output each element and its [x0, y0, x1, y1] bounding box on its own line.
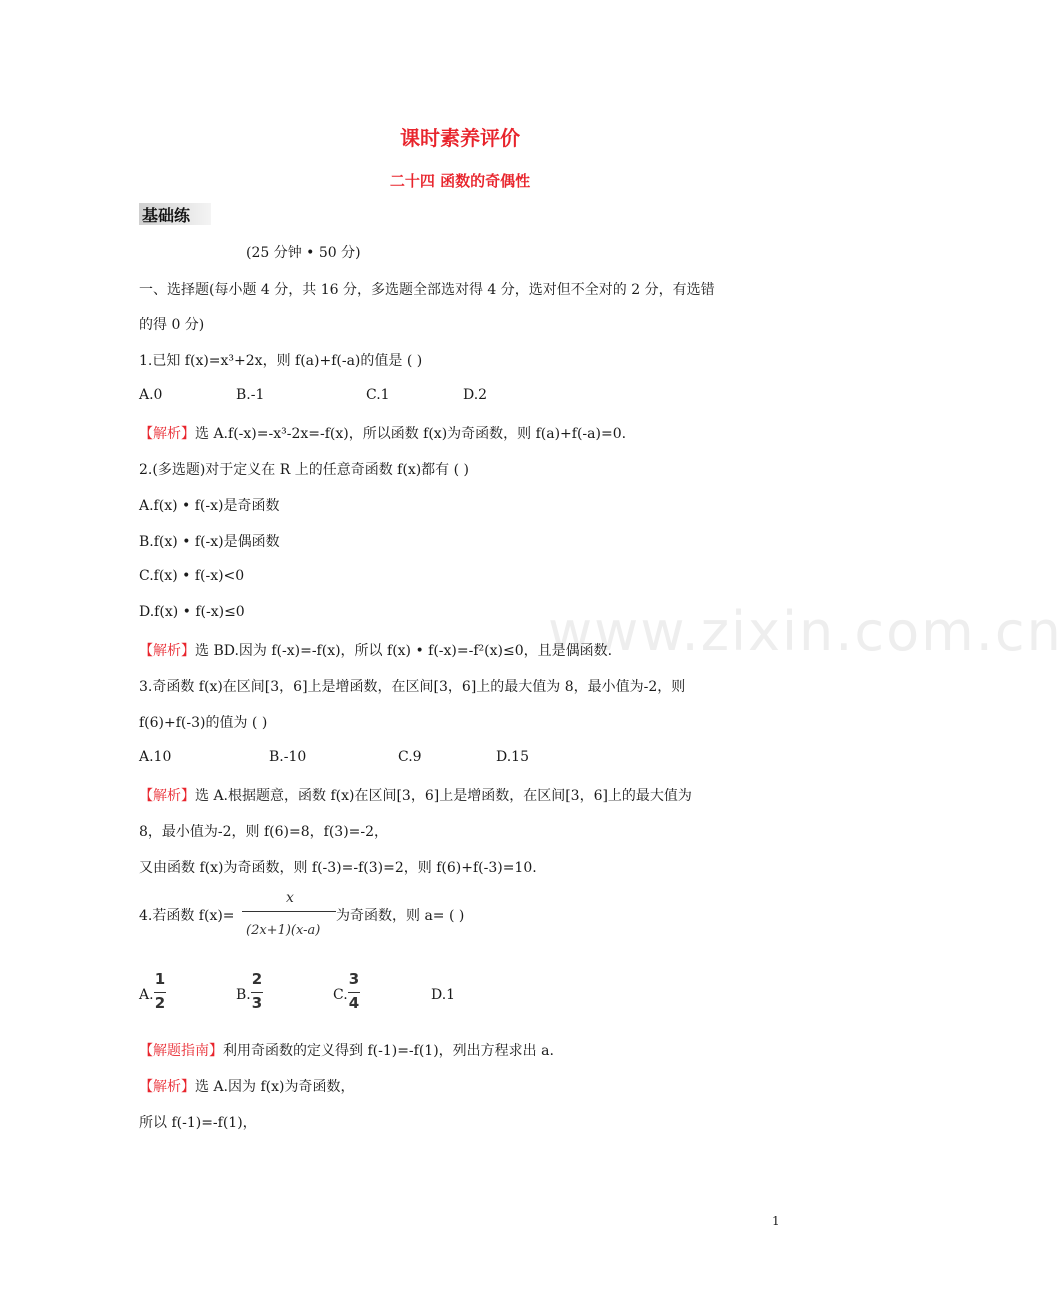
q3-option-d: D.15 [496, 749, 529, 765]
q4-fraction-numerator: x [286, 890, 294, 906]
q4-option-d: D.1 [431, 987, 456, 1003]
q1-stem: 1.已知 f(x)=x³+2x，则 f(a)+f(-a)的值是 ( ) [139, 353, 423, 369]
analysis-tag: 【解析】 [139, 643, 195, 659]
page-subtitle: 二十四 函数的奇偶性 [389, 172, 531, 190]
instructions-line2: 的得 0 分) [139, 317, 205, 333]
q4-option-b-label: B. [236, 987, 251, 1003]
q3-option-c: C.9 [398, 749, 422, 765]
q4-stem-suffix: 为奇函数，则 a= ( ) [336, 908, 465, 924]
q2-analysis [139, 640, 612, 660]
q3-analysis-line3: 又由函数 f(x)为奇函数，则 f(-3)=-f(3)=2，则 f(6)+f(-3)=10. [139, 860, 537, 876]
q4-option-a-bar [154, 992, 166, 993]
q4-stem-prefix: 4.若函数 f(x)= [139, 908, 235, 924]
section-label: 基础练 [142, 206, 191, 225]
q4-option-a-num: 1 [154, 970, 166, 988]
q3-analysis-line2: 8，最小值为-2，则 f(6)=8，f(3)=-2， [139, 824, 389, 840]
watermark: www.zixin.com.cn [548, 600, 1063, 663]
q4-guide-text: 利用奇函数的定义得到 f(-1)=-f(1)，列出方程求出 a. [223, 1043, 554, 1059]
q4-option-a-den: 2 [154, 994, 166, 1012]
q4-fraction-bar [242, 911, 336, 912]
page-number: 1 [772, 1214, 780, 1228]
q4-option-c-label: C. [333, 987, 348, 1003]
analysis-tag: 【解析】 [139, 1079, 195, 1095]
q2-option-b: B.f(x) • f(-x)是偶函数 [139, 534, 280, 550]
q3-analysis-text: 选 A.根据题意，函数 f(x)在区间[3，6]上是增函数，在区间[3，6]上的最大值为 [195, 788, 692, 804]
q4-fraction-denominator: (2x+1)(x-a) [246, 923, 321, 938]
q3-option-a: A.10 [139, 749, 172, 765]
q2-stem: 2.(多选题)对于定义在 R 上的任意奇函数 f(x)都有 ( ) [139, 462, 469, 478]
q4-option-c-den: 4 [348, 994, 360, 1012]
analysis-tag: 【解析】 [139, 426, 195, 442]
q1-analysis-text: 选 A.f(-x)=-x³-2x=-f(x)，所以函数 f(x)为奇函数，则 f(a)+f(-a)=0. [195, 426, 627, 442]
q4-option-b-num: 2 [251, 970, 263, 988]
q1-option-a: A.0 [139, 387, 163, 403]
q3-stem-line1: 3.奇函数 f(x)在区间[3，6]上是增函数，在区间[3，6]上的最大值为 8，最小值为-2，则 [139, 679, 686, 695]
q3-option-b: B.-10 [269, 749, 307, 765]
q4-analysis-line2: 所以 f(-1)=-f(1)， [139, 1115, 257, 1131]
analysis-tag: 【解析】 [139, 788, 195, 804]
q4-analysis-line1 [139, 1076, 354, 1096]
q1-option-b: B.-1 [236, 387, 265, 403]
q1-option-c: C.1 [366, 387, 390, 403]
q4-guide [139, 1040, 554, 1060]
q4-option-c-bar [348, 992, 360, 993]
q4-option-c-num: 3 [348, 970, 360, 988]
q2-option-d: D.f(x) • f(-x)≤0 [139, 604, 245, 620]
guide-tag: 【解题指南】 [139, 1043, 223, 1059]
instructions-line1: 一、选择题(每小题 4 分，共 16 分，多选题全部选对得 4 分，选对但不全对的 2 分，有选错 [139, 282, 715, 298]
q1-option-d: D.2 [463, 387, 488, 403]
q4-option-b-bar [251, 992, 263, 993]
q4-analysis-text: 选 A.因为 f(x)为奇函数， [195, 1079, 355, 1095]
q4-option-b-den: 3 [251, 994, 263, 1012]
q2-analysis-text: 选 BD.因为 f(-x)=-f(x)，所以 f(x) • f(-x)=-f²(x)≤0，且是偶函数. [195, 643, 613, 659]
page-title: 课时素养评价 [400, 126, 520, 150]
time-note: (25 分钟 • 50 分) [246, 245, 361, 261]
q4-option-a-label: A. [139, 987, 154, 1003]
q3-analysis-line1 [139, 785, 692, 805]
q1-analysis [139, 423, 626, 443]
q2-option-c: C.f(x) • f(-x)<0 [139, 568, 245, 584]
q3-stem-line2: f(6)+f(-3)的值为 ( ) [139, 715, 268, 731]
q2-option-a: A.f(x) • f(-x)是奇函数 [139, 498, 280, 514]
